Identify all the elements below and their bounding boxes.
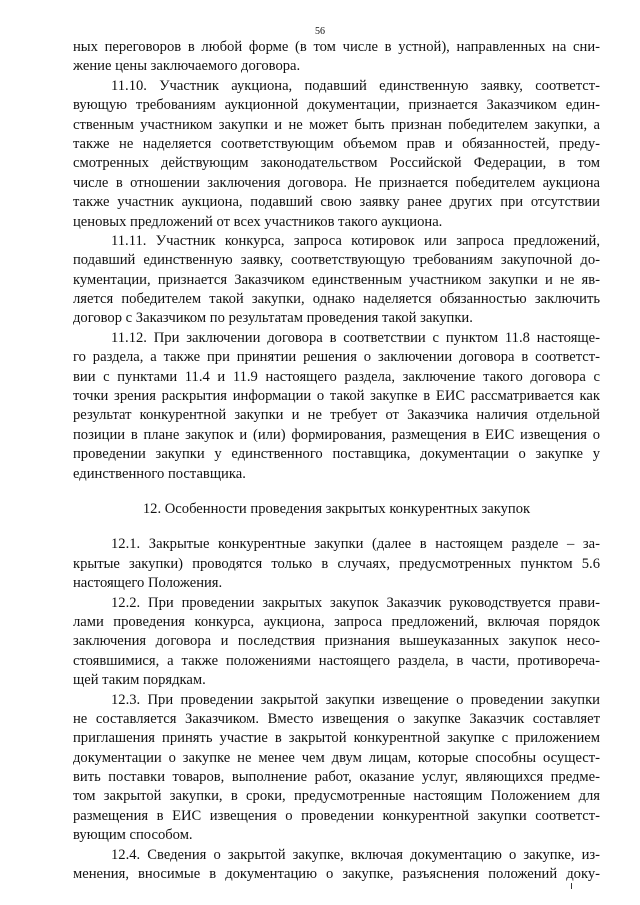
- text-line: менения, вносимые в документацию о закупке, разъяснения положений доку-: [73, 866, 600, 883]
- text-line: 11.11. Участник конкурса, запроса котировок или запроса предложений,: [111, 232, 600, 249]
- text-line: 12.4. Сведения о закрытой закупке, включая документацию о закупке, из-: [111, 846, 600, 863]
- text-line: ценовых предложений от всех участников такого аукциона.: [73, 213, 443, 230]
- text-line: 11.10. Участник аукциона, подавший единственную заявку, соответст-: [111, 77, 600, 94]
- text-line: крытые закупки) проводятся только в случаях, предусмотренных пунктом 5.6: [73, 555, 600, 572]
- text-line: стоявшимися, а также положениями настоящего раздела, в части, противореча-: [73, 652, 600, 669]
- text-line: точки зрения раскрытия информации о такой закупке в ЕИС рассматривается как: [73, 388, 600, 405]
- text-line: договор с Заказчиком по результатам проведения такой закупки.: [73, 310, 473, 327]
- text-line: 12.3. При проведении закрытой закупки извещение о проведении закупки: [111, 691, 600, 708]
- text-line: также не наделяется соответствующим объемом прав и обязанностей, преду-: [73, 135, 600, 152]
- text-line: подавший единственную заявку, соответствующую требованиям закупочной до-: [73, 252, 600, 269]
- text-line: вующую требованиям аукционной документации, признается Заказчиком един-: [73, 97, 600, 114]
- text-block-after-heading: [73, 535, 600, 884]
- text-line: вить поставки товаров, выполнение работ, оказание услуг, являющихся предме-: [73, 769, 600, 786]
- text-line: проведении закупки у единственного поставщика, документации о закупке у: [73, 446, 600, 463]
- text-line: вующим способом.: [73, 827, 193, 844]
- text-line: кументации, признается Заказчиком единственным участником закупки и не яв-: [73, 271, 600, 288]
- page-number: 56: [315, 26, 325, 37]
- text-line: единственного поставщика.: [73, 465, 246, 482]
- text-line: не составляется Заказчиком. Вместо извещения о закупке Заказчик составляет: [73, 710, 600, 727]
- text-line: том закрытой закупки, в сроки, предусмотренные настоящим Положением для: [73, 788, 600, 805]
- text-line: 11.12. При заключении договора в соответствии с пунктом 11.8 настояще-: [111, 329, 600, 346]
- scan-mark: [571, 883, 572, 889]
- text-line: документации о закупке не менее чем двум лицам, которые способны осущест-: [73, 749, 600, 766]
- text-line: числе в отношении заключения договора. Не признается победителем аукциона: [73, 174, 600, 191]
- text-line: лами проведения конкурса, аукциона, запроса предложений, включая порядок: [73, 613, 600, 630]
- text-line: настоящего Положения.: [73, 575, 223, 592]
- text-line: результат конкурентной закупки и не требует от Заказчика наличия отдельной: [73, 407, 600, 424]
- text-line: размещения в ЕИС извещения о проведении конкурентной закупки соответст-: [73, 807, 600, 824]
- text-line: позиции в плане закупок и (или) формирования, размещения в ЕИС извещения о: [73, 426, 600, 443]
- text-line: щей таким порядкам.: [73, 672, 206, 689]
- text-line: ственным участником закупки и не может быть признан победителем закупки, а: [73, 116, 600, 133]
- section-heading: 12. Особенности проведения закрытых конкурентных закупок: [142, 500, 531, 517]
- text-line: го раздела, а также при принятии решения о заключении договора в соответст-: [73, 349, 600, 366]
- text-line: 12.1. Закрытые конкурентные закупки (далее в настоящем разделе – за-: [111, 536, 600, 553]
- text-line: ляется победителем такой закупки, однако наделяется обязанностью заключить: [73, 291, 600, 308]
- text-line: жение цены заключаемого договора.: [73, 58, 301, 75]
- text-line: 12.2. При проведении закрытых закупок Заказчик руководствуется прави-: [111, 594, 600, 611]
- text-line: приглашения принять участие в закрытой конкурентной закупке с приложением: [73, 730, 600, 747]
- text-line: вии с пунктами 11.4 и 11.9 настоящего раздела, заключение такого договора с: [73, 368, 600, 385]
- text-line: смотренных действующим законодательством Российской Федерации, в том: [73, 155, 600, 172]
- document-body: [73, 38, 600, 884]
- text-line: ных переговоров в любой форме (в том числе в устной), направленных на сни-: [73, 39, 600, 55]
- text-block-before-heading: [73, 38, 600, 484]
- text-line: также участник аукциона, подавший свою заявку ранее других при отсутствии: [73, 194, 600, 211]
- text-line: заключения договора и последствия признания вышеуказанных закупок несо-: [73, 633, 600, 650]
